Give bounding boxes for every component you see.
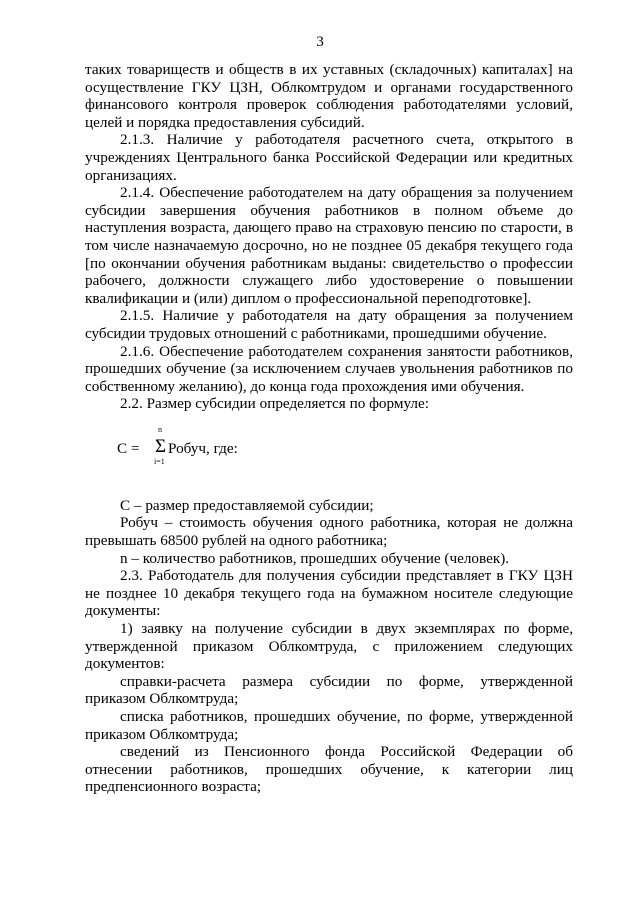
paragraph: С – размер предоставляемой субсидии; bbox=[120, 496, 374, 514]
paragraph: 2.3. Работодатель для получения субсидии представляет в ГКУ ЦЗН не позднее 10 декабря текущего года на бумажном носителе следующие документы: bbox=[85, 567, 573, 620]
formula-spacer bbox=[85, 480, 573, 497]
page-number: 3 bbox=[316, 33, 324, 50]
paragraph: сведений из Пенсионного фонда Российской Федерации об отнесении работников, прошедших обучение, к категории лиц предпенсионного возраста; bbox=[85, 743, 573, 796]
paragraph: n – количество работников, прошедших обучение (человек). bbox=[120, 549, 510, 567]
paragraph: списка работников, прошедших обучение, по форме, утвержденной приказом Облкомтруда; bbox=[85, 708, 573, 743]
subsidy-formula bbox=[85, 424, 573, 470]
paragraph: справки-расчета размера субсидии по форме, утвержденной приказом Облкомтруда; bbox=[85, 672, 573, 708]
paragraph: 2.1.3. Наличие у работодателя расчетного счета, открытого в учреждениях Центрального банка Российской Федерации или кредитных организациях. bbox=[85, 131, 573, 184]
paragraphs-bottom bbox=[85, 497, 573, 796]
formula-sigma-symbol: Σ bbox=[155, 435, 167, 457]
paragraph: 2.1.4. Обеспечение работодателем на дату обращения за получением субсидии завершения обучения работников в полном объеме до наступления возраста, дающего право на страховую пенсию по старости, в том числе назначаемую досрочно, но не позднее 05 декабря текущего года [по окончании обучения работникам выданы: свидетельство о профессии рабочего, должности служащего либо удостоверение о повышении квалификации и (или) диплом о профессиональной переподготовке]. bbox=[85, 184, 573, 307]
formula-rhs: Робуч, где: bbox=[168, 439, 238, 457]
paragraph: 2.1.5. Наличие у работодателя на дату обращения за получением субсидии трудовых отношений с работниками, прошедшими обучение. bbox=[85, 307, 573, 342]
paragraph: 2.2. Размер субсидии определяется по формуле: bbox=[120, 395, 429, 413]
paragraphs-top bbox=[85, 61, 573, 413]
paragraph: таких товариществ и обществ в их уставных (складочных) капиталах] на осуществление ГКУ ЦЗН, Облкомтрудом и органами государственного финансового контроля проверок соблюдения работодателями условий, целей и порядка предоставления субсидий. bbox=[85, 61, 573, 131]
formula-upper-limit: n bbox=[158, 424, 162, 434]
document-body bbox=[85, 61, 573, 796]
paragraph: Робуч – стоимость обучения одного работника, которая не должна превышать 68500 рублей на одного работника; bbox=[85, 514, 573, 550]
paragraph: 1) заявку на получение субсидии в двух экземплярах по форме, утвержденной приказом Облкомтруда, с приложением следующих документов: bbox=[85, 620, 573, 673]
formula-lhs: С = bbox=[117, 439, 140, 457]
paragraph: 2.1.6. Обеспечение работодателем сохранения занятости работников, прошедших обучение (за исключением случаев увольнения работников по собственному желанию), до конца года прохождения ими обучения. bbox=[85, 342, 573, 395]
formula-lower-limit: i=1 bbox=[154, 456, 165, 466]
